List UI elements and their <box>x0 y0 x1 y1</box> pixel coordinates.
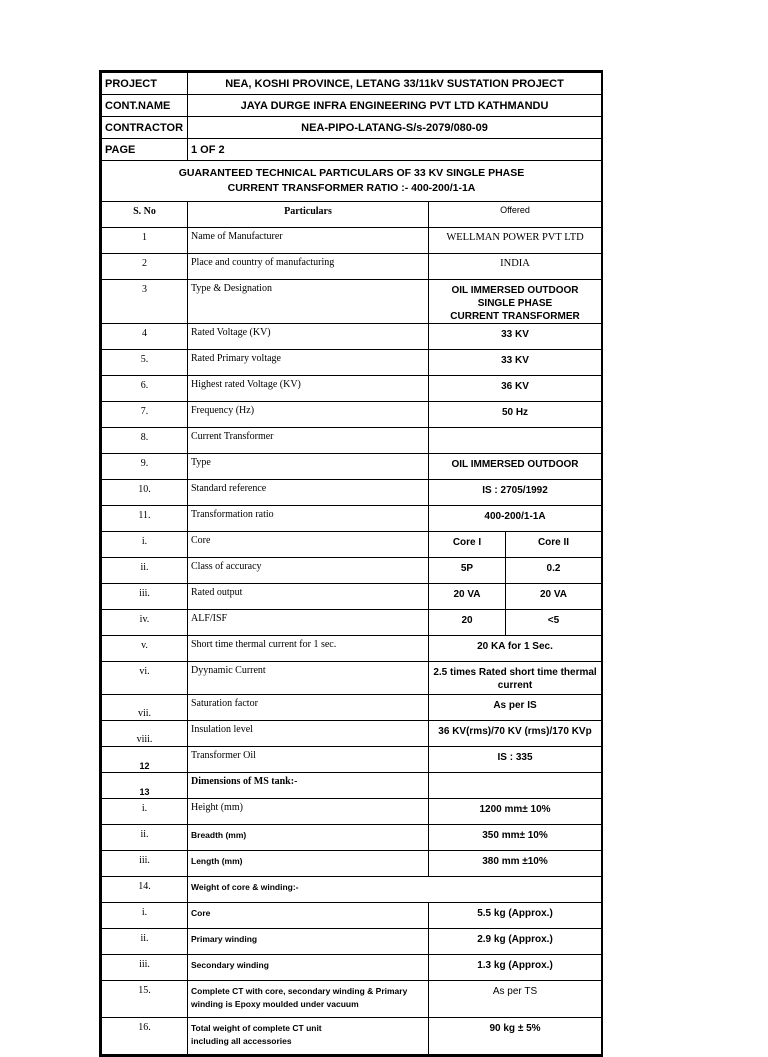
row-offered: 380 mm ±10% <box>429 851 602 877</box>
row-sno: 10. <box>102 480 188 506</box>
header-value: NEA-PIPO-LATANG-S/s-2079/080-09 <box>188 117 602 139</box>
table-row <box>102 454 602 480</box>
row-offered: 1200 mm± 10% <box>429 799 602 825</box>
row-particulars: Core <box>188 532 429 558</box>
row-sno: 3 <box>102 280 188 324</box>
row-particulars: Current Transformer <box>188 428 429 454</box>
row-offered: WELLMAN POWER PVT LTD <box>429 228 602 254</box>
row-particulars: Dimensions of MS tank:- <box>188 773 429 799</box>
row-particulars: Standard reference <box>188 480 429 506</box>
row-sno: 2 <box>102 254 188 280</box>
row-sno: i. <box>102 799 188 825</box>
table-row <box>102 324 602 350</box>
row-offered: 350 mm± 10% <box>429 825 602 851</box>
title-row <box>102 161 602 202</box>
row-core-2: Core II <box>506 532 602 558</box>
row-sno: v. <box>102 636 188 662</box>
row-particulars: Highest rated Voltage (KV) <box>188 376 429 402</box>
table-row <box>102 480 602 506</box>
row-core-2: 20 VA <box>506 584 602 610</box>
row-sno: vii. <box>102 695 188 721</box>
table-row <box>102 532 602 558</box>
row-offered: 2.9 kg (Approx.) <box>429 929 602 955</box>
table-row <box>102 747 602 773</box>
table-row <box>102 851 602 877</box>
row-sno: iv. <box>102 610 188 636</box>
row-sno: i. <box>102 532 188 558</box>
row-sno: 11. <box>102 506 188 532</box>
row-particulars: Name of Manufacturer <box>188 228 429 254</box>
row-sno: 4 <box>102 324 188 350</box>
row-offered: 5.5 kg (Approx.) <box>429 903 602 929</box>
row-offered: 50 Hz <box>429 402 602 428</box>
table-row <box>102 558 602 584</box>
row-sno: 15. <box>102 981 188 1018</box>
row-offered: 1.3 kg (Approx.) <box>429 955 602 981</box>
header-label: CONTRACTOR <box>102 117 188 139</box>
row-sno: ii. <box>102 825 188 851</box>
header-label: PAGE <box>102 139 188 161</box>
row-particulars: Weight of core & winding:- <box>188 877 602 903</box>
row-sno: 6. <box>102 376 188 402</box>
row-particulars: Saturation factor <box>188 695 429 721</box>
row-particulars-line-1: Total weight of complete CT unit <box>191 1023 322 1033</box>
row-sno: ii. <box>102 929 188 955</box>
row-particulars: Rated Primary voltage <box>188 350 429 376</box>
row-sno: iii. <box>102 955 188 981</box>
row-particulars: Rated output <box>188 584 429 610</box>
row-particulars <box>188 981 429 1018</box>
row-particulars: ALF/ISF <box>188 610 429 636</box>
row-particulars: Type <box>188 454 429 480</box>
row-offered-line-1: OIL IMMERSED OUTDOOR SINGLE PHASE <box>451 285 579 309</box>
row-sno: i. <box>102 903 188 929</box>
row-particulars: Type & Designation <box>188 280 429 324</box>
row-sno: 1 <box>102 228 188 254</box>
table-row <box>102 721 602 747</box>
table-row <box>102 254 602 280</box>
header-label: CONT.NAME <box>102 95 188 117</box>
row-offered: INDIA <box>429 254 602 280</box>
row-particulars-line-2: including all accessories <box>191 1036 292 1046</box>
row-sno: 8. <box>102 428 188 454</box>
table-row <box>102 662 602 695</box>
row-offered <box>429 428 602 454</box>
table-row <box>102 981 602 1018</box>
row-particulars: Primary winding <box>188 929 429 955</box>
row-particulars-line-1: Complete CT with core, secondary winding & Primary <box>191 986 408 996</box>
header-row-project <box>102 73 602 95</box>
document-title <box>102 161 602 202</box>
row-particulars: Transformation ratio <box>188 506 429 532</box>
table-row <box>102 636 602 662</box>
table-row <box>102 773 602 799</box>
gtp-sheet <box>99 70 603 1057</box>
table-row <box>102 376 602 402</box>
row-particulars: Insulation level <box>188 721 429 747</box>
row-particulars: Core <box>188 903 429 929</box>
table-row <box>102 929 602 955</box>
row-offered: 36 KV(rms)/70 KV (rms)/170 KVp <box>429 721 602 747</box>
header-value: JAYA DURGE INFRA ENGINEERING PVT LTD KATHMANDU <box>188 95 602 117</box>
row-particulars: Transformer Oil <box>188 747 429 773</box>
column-header-offered: Offered <box>429 202 602 228</box>
gtp-table <box>101 72 602 1055</box>
table-row <box>102 280 602 324</box>
row-core-1: 20 <box>429 610 506 636</box>
table-row <box>102 428 602 454</box>
row-particulars-line-2: winding is Epoxy moulded under vacuum <box>191 999 359 1009</box>
row-offered: 400-200/1-1A <box>429 506 602 532</box>
header-row-contractor <box>102 117 602 139</box>
row-offered: As per IS <box>429 695 602 721</box>
row-particulars: Height (mm) <box>188 799 429 825</box>
row-core-1: 5P <box>429 558 506 584</box>
table-row <box>102 228 602 254</box>
table-row <box>102 695 602 721</box>
row-core-1: 20 VA <box>429 584 506 610</box>
row-offered-line-2: current <box>497 680 533 691</box>
row-offered: 90 kg ± 5% <box>429 1018 602 1055</box>
table-row <box>102 350 602 376</box>
row-sno: vi. <box>102 662 188 695</box>
row-core-2: <5 <box>506 610 602 636</box>
row-offered: 33 KV <box>429 324 602 350</box>
row-particulars: Dyynamic Current <box>188 662 429 695</box>
table-row <box>102 903 602 929</box>
table-row <box>102 402 602 428</box>
row-particulars: Frequency (Hz) <box>188 402 429 428</box>
row-offered: 33 KV <box>429 350 602 376</box>
table-row <box>102 877 602 903</box>
row-sno: 14. <box>102 877 188 903</box>
header-row-page <box>102 139 602 161</box>
row-offered: As per TS <box>429 981 602 1018</box>
title-line-1: GUARANTEED TECHNICAL PARTICULARS OF 33 KV SINGLE PHASE <box>178 167 525 179</box>
table-row <box>102 955 602 981</box>
row-offered: IS : 2705/1992 <box>429 480 602 506</box>
row-particulars: Short time thermal current for 1 sec. <box>188 636 429 662</box>
header-value: NEA, KOSHI PROVINCE, LETANG 33/11kV SUSTATION PROJECT <box>188 73 602 95</box>
column-header-particulars: Particulars <box>188 202 429 228</box>
row-particulars <box>188 1018 429 1055</box>
row-sno: 13 <box>102 773 188 799</box>
table-row <box>102 799 602 825</box>
row-particulars: Class of accuracy <box>188 558 429 584</box>
table-row <box>102 506 602 532</box>
row-offered: 20 KA for 1 Sec. <box>429 636 602 662</box>
row-particulars: Place and country of manufacturing <box>188 254 429 280</box>
row-offered: IS : 335 <box>429 747 602 773</box>
header-label: PROJECT <box>102 73 188 95</box>
row-offered <box>429 280 602 324</box>
table-row <box>102 610 602 636</box>
row-core-2: 0.2 <box>506 558 602 584</box>
row-sno: iii. <box>102 584 188 610</box>
row-particulars: Rated Voltage (KV) <box>188 324 429 350</box>
row-sno: viii. <box>102 721 188 747</box>
row-offered-line-2: CURRENT TRANSFORMER <box>450 311 580 322</box>
row-offered: 36 KV <box>429 376 602 402</box>
table-row <box>102 825 602 851</box>
row-offered: OIL IMMERSED OUTDOOR <box>429 454 602 480</box>
table-row <box>102 584 602 610</box>
row-offered <box>429 662 602 695</box>
row-particulars: Secondary winding <box>188 955 429 981</box>
header-row-contname <box>102 95 602 117</box>
row-particulars: Breadth (mm) <box>188 825 429 851</box>
row-particulars: Length (mm) <box>188 851 429 877</box>
table-row <box>102 1018 602 1055</box>
column-header-row <box>102 202 602 228</box>
row-core-1: Core I <box>429 532 506 558</box>
row-offered <box>429 773 602 799</box>
row-sno: 9. <box>102 454 188 480</box>
row-sno: 5. <box>102 350 188 376</box>
title-line-2: CURRENT TRANSFORMER RATIO :- 400-200/1-1A <box>227 182 476 194</box>
row-sno: 12 <box>102 747 188 773</box>
row-sno: 7. <box>102 402 188 428</box>
row-sno: iii. <box>102 851 188 877</box>
row-sno: ii. <box>102 558 188 584</box>
header-value: 1 OF 2 <box>188 139 602 161</box>
column-header-sno: S. No <box>102 202 188 228</box>
row-sno: 16. <box>102 1018 188 1055</box>
row-offered-line-1: 2.5 times Rated short time thermal <box>433 667 597 678</box>
